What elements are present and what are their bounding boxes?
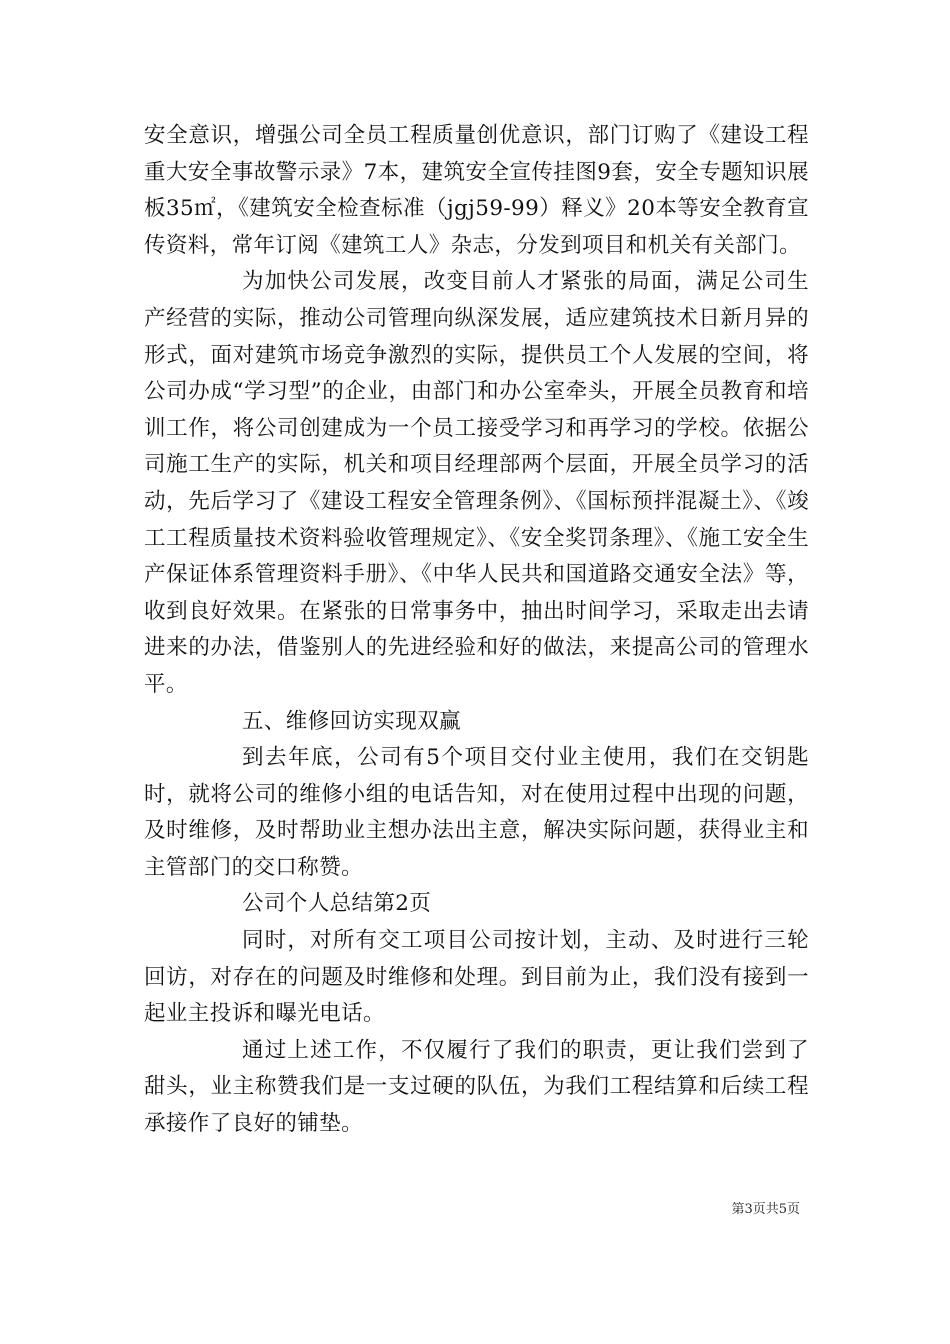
paragraph-maintenance: 到去年底，公司有5个项目交付业主使用，我们在交钥匙时，就将公司的维修小组的电话告知，对在使用过程中出现的问题，及时维修，及时帮助业主想办法出主意，解决实际问题，获得业主和主管部门的交口称赞。 bbox=[144, 745, 809, 880]
document-body bbox=[144, 118, 809, 1143]
page-marker-text: 公司个人总结第2页 bbox=[242, 891, 432, 917]
paragraph-safety-materials: 安全意识，增强公司全员工程质量创优意识，部门订购了《建设工程重大安全事故警示录》7本，建筑安全宣传挂图9套，安全专题知识展板35㎡，《建筑安全检查标准（jgj59-99）释义》20本等安全教育宣传资料，常年订阅《建筑工人》杂志，分发到项目和机关有关部门。 bbox=[144, 123, 809, 258]
section-heading-maintenance: 五、维修回访实现双赢 bbox=[242, 708, 462, 734]
paragraph-return-visits: 同时，对所有交工项目公司按计划，主动、及时进行三轮回访，对存在的问题及时维修和处理。到目前为止，我们没有接到一起业主投诉和曝光电话。 bbox=[144, 928, 809, 1027]
paragraph-learning-organization: 为加快公司发展，改变目前人才紧张的局面，满足公司生产经营的实际，推动公司管理向纵深发展，适应建筑技术日新月异的形式，面对建筑市场竞争激烈的实际，提供员工个人发展的空间，将公司办成“学习型”的企业，由部门和办公室牵头，开展全员教育和培训工作，将公司创建成为一个员工接受学习和再学习的学校。依据公司施工生产的实际，机关和项目经理部两个层面，开展全员学习的活动，先后学习了《建设工程安全管理条例》、《国标预拌混凝土》、《竣工工程质量技术资料验收管理规定》、《安全奖罚条理》、《施工安全生产保证体系管理资料手册》、《中华人民共和国道路交通安全法》等，收到良好效果。在紧张的日常事务中，抽出时间学习，采取走出去请进来的办法，借鉴别人的先进经验和好的做法，来提高公司的管理水平。 bbox=[144, 269, 809, 697]
page-number-footer: 第3页共5页 bbox=[731, 1202, 800, 1217]
paragraph-conclusion: 通过上述工作，不仅履行了我们的职责，更让我们尝到了甜头，业主称赞我们是一支过硬的队伍，为我们工程结算和后续工程承接作了良好的铺垫。 bbox=[144, 1037, 809, 1137]
